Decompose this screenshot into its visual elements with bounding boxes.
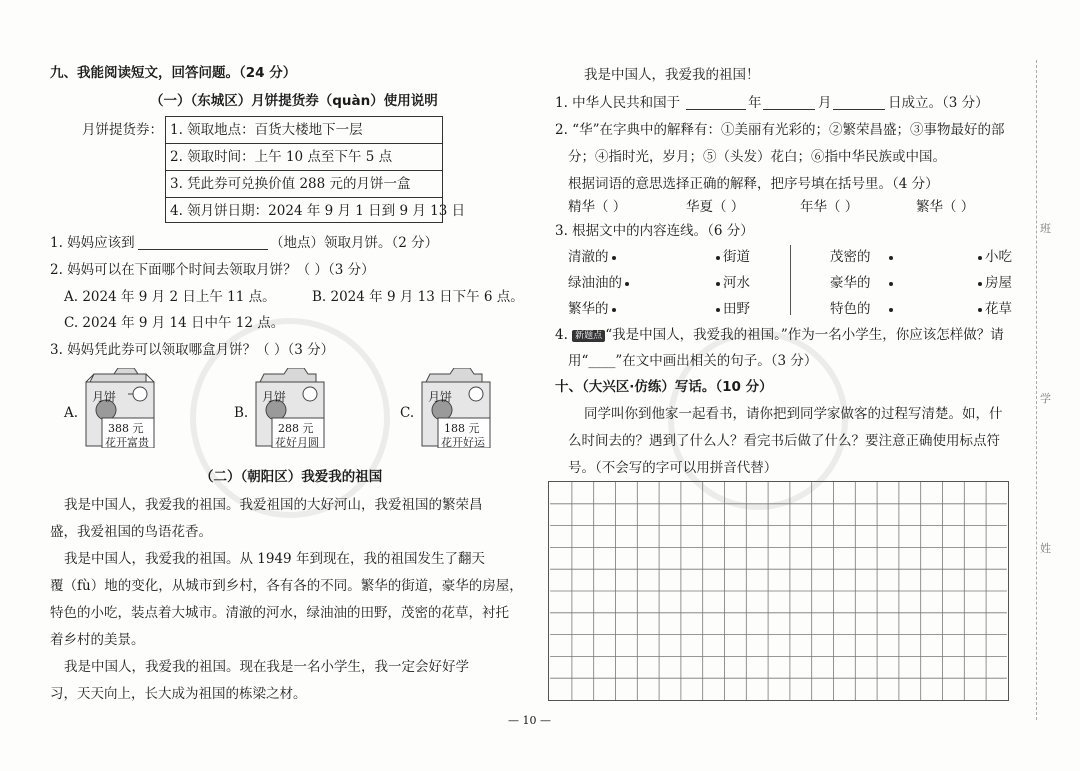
match-item[interactable]: 繁华的 (568, 300, 616, 318)
r-question-2-line: 分；④指时光，岁月；⑤（头发）花白；⑥指中华民族或中国。 (568, 149, 946, 165)
q9-title: 九、我能阅读短文，回答问题。（24 分） (50, 65, 297, 81)
match-item[interactable]: 清澈的 (568, 248, 616, 266)
r-question-3: 3. 根据文中的内容连线。（6 分） (555, 223, 754, 239)
passage-line: 盛，我爱祖国的鸟语花香。 (50, 524, 212, 540)
q10-title: 十、（大兴区·仿练）写话。（10 分） (555, 379, 773, 395)
r-question-2-line: 2. “华”在字典中的解释有：①美丽有光彩的；②繁荣昌盛；③事物最好的部 (555, 122, 1005, 138)
passage-line: 特色的小吃，装点着大城市。清澈的河水，绿油油的田野，茂密的花草，衬托 (50, 605, 509, 621)
voucher-divider (165, 143, 443, 144)
gift-price: 188 元 (444, 422, 480, 435)
word-choice[interactable]: 华夏（ ） (686, 199, 745, 215)
gift-brand: 月饼 (428, 390, 453, 404)
voucher-rule: 4. 领月饼日期：2024 年 9 月 1 日到 9 月 13 日 (170, 203, 466, 219)
gift-slogan: 花好月圆 (275, 436, 319, 449)
r-question-4: 4. 新题点 “我是中国人，我爱我的祖国。”作为一名小学生，你应该怎样做？请 (555, 327, 1004, 343)
r-question-1-part: 日成立。（3 分） (888, 95, 989, 111)
word-choice[interactable]: 繁华（ ） (916, 199, 975, 215)
voucher-divider (165, 170, 443, 171)
question-1-suffix: （地点）领取月饼。（2 分） (270, 235, 439, 251)
gift-brand: 月饼 (262, 390, 287, 404)
binding-fold-line (1036, 60, 1037, 720)
r-question-1-part: 月 (818, 95, 832, 111)
q10-prompt: 号。（不会写的字可以用拼音代替） (568, 460, 778, 476)
word-choice[interactable]: 精华（ ） (568, 199, 627, 215)
voucher-divider (165, 197, 443, 198)
gift-option-letter: C. (400, 405, 415, 421)
voucher-rule: 1. 领取地点：百货大楼地下一层 (170, 122, 363, 138)
match-item[interactable]: 田野 (716, 300, 750, 318)
q10-prompt: 同学叫你到他家一起看书，请你把到同学家做客的过程写清楚。如，什 (584, 406, 1003, 422)
r-question-4-line2: 用“____”在文中画出相关的句子。（3 分） (568, 353, 818, 369)
r-question-1-part: 1. 中华人民共和国于 (555, 95, 681, 111)
passage-line: 我是中国人，我爱我的祖国！ (584, 67, 760, 83)
gift-slogan: 花开好运 (441, 436, 485, 449)
new-point-badge: 新题点 (572, 330, 605, 342)
voucher-rule: 3. 凭此券可兑换价值 288 元的月饼一盒 (170, 176, 411, 192)
match-item[interactable]: 绿油油的 (568, 274, 629, 292)
question-2-option-c: C. 2024 年 9 月 14 日中午 12 点。 (64, 315, 285, 331)
match-item[interactable]: 花草 (978, 300, 1012, 318)
side-mark: 班 (1040, 222, 1051, 235)
answer-blank-location[interactable] (138, 236, 268, 250)
q10-prompt: 么时间去的？遇到了什么人？看完书后做了什么？要注意正确使用标点符 (568, 433, 1000, 449)
match-item[interactable]: 房屋 (978, 274, 1012, 292)
writing-grid[interactable] (548, 481, 1009, 701)
answer-blank-year[interactable] (686, 96, 746, 110)
gift-price: 288 元 (278, 422, 314, 435)
gift-slogan: 花开富贵 (105, 436, 149, 449)
r-question-1-part: 年 (748, 95, 762, 111)
match-divider (790, 245, 791, 315)
question-3: 3. 妈妈凭此券可以领取哪盒月饼？（ ）（3 分） (50, 342, 335, 358)
gift-option-letter: A. (64, 405, 79, 421)
match-item[interactable]: 特色的 (830, 300, 893, 318)
passage-line: 我是中国人，我爱我的祖国。我爱祖国的大好河山，我爱祖国的繁荣昌 (64, 497, 483, 513)
r-question-2-line: 根据词语的意思选择正确的解释，把序号填在括号里。（4 分） (568, 176, 939, 192)
match-item[interactable]: 茂密的 (830, 248, 893, 266)
passage-line: 覆（fù）地的变化，从城市到乡村，各有各的不同。繁华的街道，豪华的房屋， (50, 578, 523, 594)
passage-line: 我是中国人，我爱我的祖国。现在我是一名小学生，我一定会好好学 (64, 659, 469, 675)
page-number: — 10 — (508, 714, 551, 727)
gift-price: 388 元 (108, 422, 144, 435)
voucher-label: 月饼提货券： (82, 122, 163, 138)
voucher-rule: 2. 领取时间：上午 10 点至下午 5 点 (170, 149, 393, 165)
match-item[interactable]: 豪华的 (830, 274, 893, 292)
match-item[interactable]: 小吃 (978, 248, 1012, 266)
side-mark: 学 (1040, 392, 1051, 405)
match-item[interactable]: 街道 (716, 248, 750, 266)
question-2-option-a: A. 2024 年 9 月 2 日上午 11 点。 (64, 289, 276, 305)
part2-title: （二）（朝阳区）我爱我的祖国 (200, 469, 383, 485)
side-mark: 姓 (1040, 542, 1051, 555)
answer-blank-day[interactable] (833, 96, 885, 110)
passage-line: 我是中国人，我爱我的祖国。从 1949 年到现在，我的祖国发生了翻天 (64, 551, 485, 567)
question-2: 2. 妈妈可以在下面哪个时间去领取月饼？（ ）（3 分） (50, 262, 375, 278)
gift-option-letter: B. (234, 405, 249, 421)
question-2-option-b: B. 2024 年 9 月 13 日下午 6 点。 (312, 289, 524, 305)
answer-blank-month[interactable] (763, 96, 815, 110)
passage-line: 习，天天向上，长大成为祖国的栋梁之材。 (50, 686, 307, 702)
gift-brand: 月饼 (92, 390, 117, 404)
passage-line: 着乡村的美景。 (50, 632, 145, 648)
word-choice[interactable]: 年华（ ） (800, 199, 859, 215)
match-item[interactable]: 河水 (716, 274, 750, 292)
part1-title: （一）（东城区）月饼提货券（quàn）使用说明 (150, 93, 438, 109)
question-1-prefix: 1. 妈妈应该到 (50, 235, 135, 251)
